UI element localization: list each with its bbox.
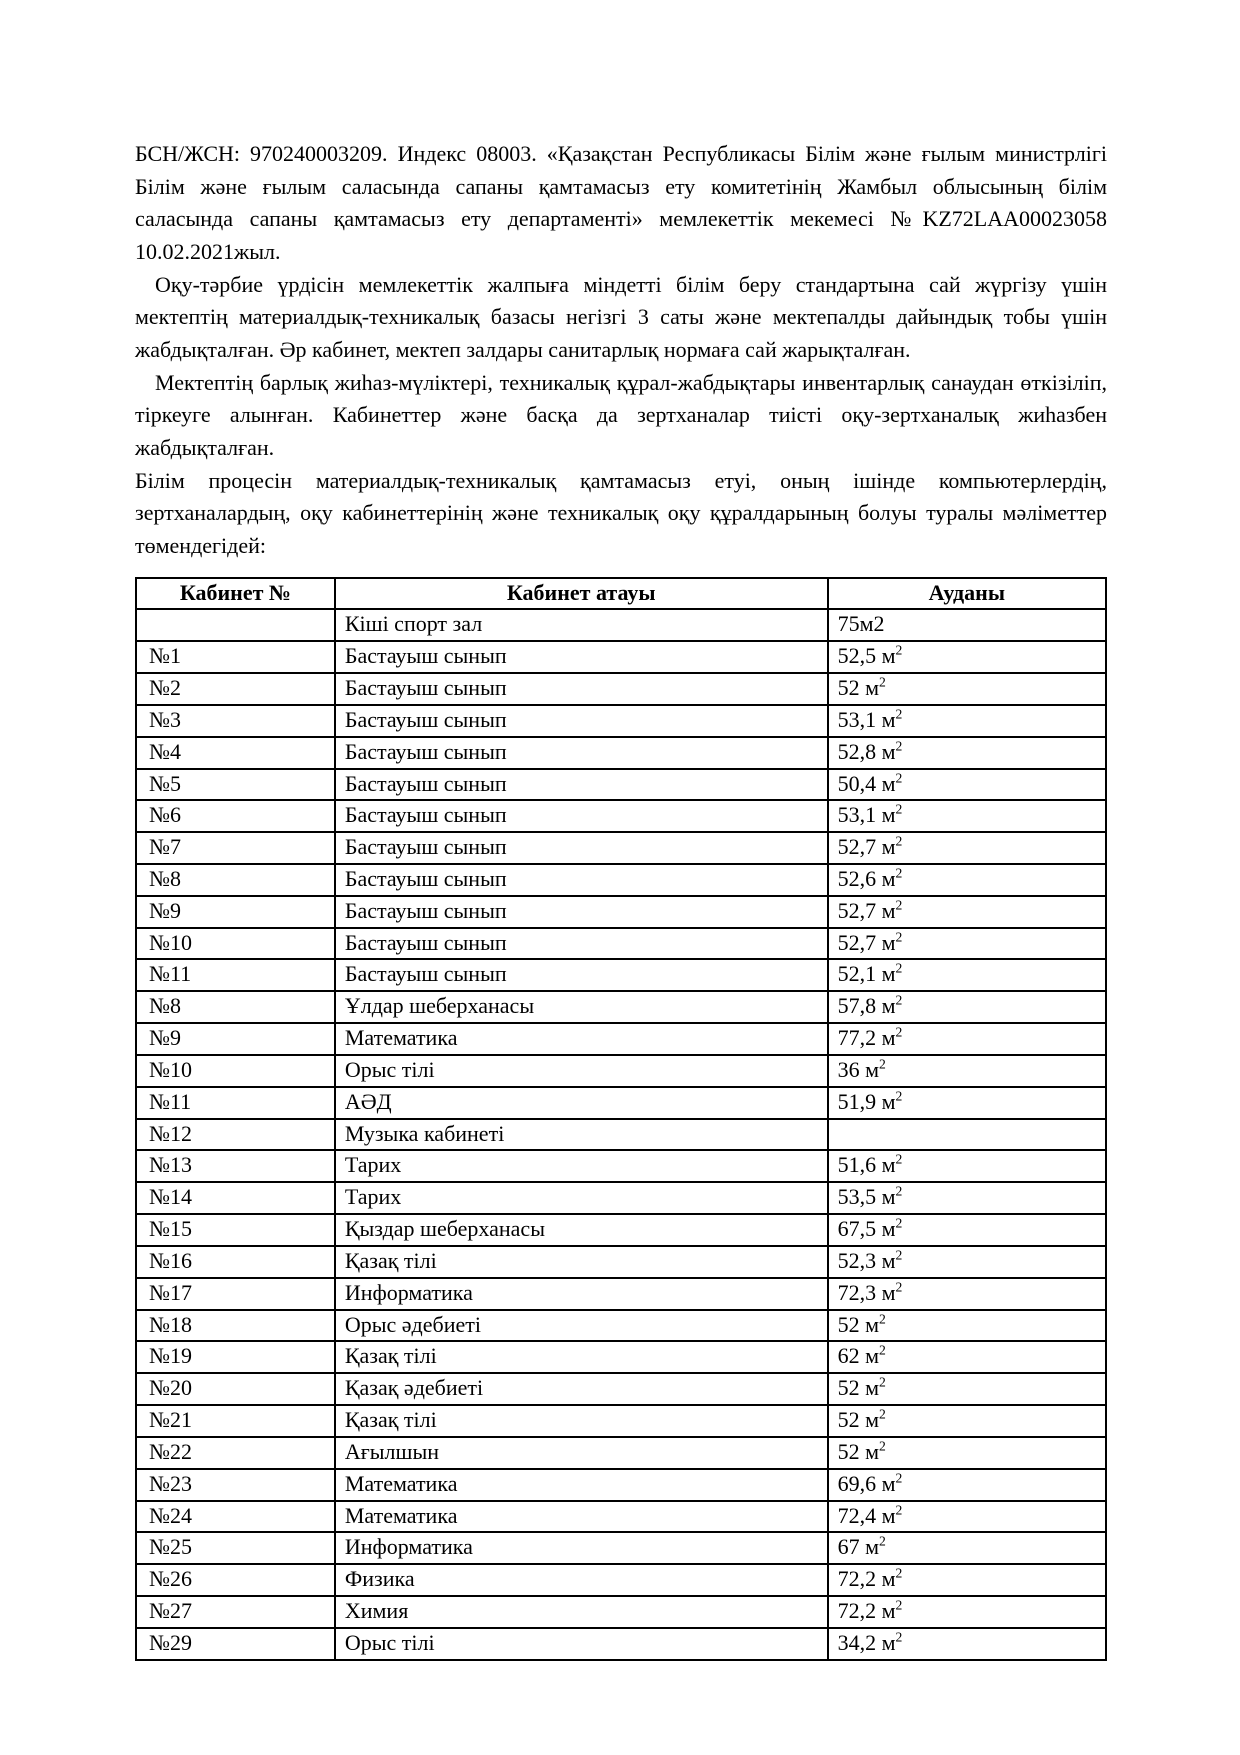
cell-cabinet-name: Қазақ тілі — [335, 1405, 828, 1437]
table-row — [136, 1628, 1106, 1660]
cell-area: 52,3 $м^2$ — [828, 1246, 1106, 1278]
cell-cabinet-number: №13 — [136, 1150, 335, 1182]
cell-cabinet-name: Тарих — [335, 1182, 828, 1214]
cell-area: 50,4 $м^2$ — [828, 769, 1106, 801]
cell-cabinet-number: №22 — [136, 1437, 335, 1469]
cell-cabinet-name: Физика — [335, 1564, 828, 1596]
cabinet-area-table — [135, 577, 1107, 1661]
table-row — [136, 1437, 1106, 1469]
cell-area: 52 $м^2$ — [828, 1373, 1106, 1405]
table-row — [136, 1214, 1106, 1246]
area-superscript: 2 — [895, 1502, 903, 1518]
table-row — [136, 991, 1106, 1023]
cell-cabinet-number: №12 — [136, 1119, 335, 1151]
paragraph-inventory: Мектептің барлық жиһаз-мүліктері, техникалық құрал-жабдықтары инвентарлық санаудан өткізіліп, тіркеуге алынған. Кабинеттер және басқа да зертханалар тиісті оқу-зертханалық жиһазбен жабдықталған. — [135, 369, 1107, 460]
table-row — [136, 864, 1106, 896]
area-superscript: 2 — [879, 1438, 886, 1454]
table-row — [136, 1278, 1106, 1310]
cell-area: 52,5 $м^2$ — [828, 641, 1106, 673]
cell-area: 53,1 $м^2$ — [828, 705, 1106, 737]
cell-cabinet-name: Химия — [335, 1596, 828, 1628]
cell-cabinet-number — [136, 609, 335, 641]
table-row — [136, 1373, 1106, 1405]
cell-cabinet-name: Орыс тілі — [335, 1628, 828, 1660]
cell-cabinet-name: Бастауыш сынып — [335, 928, 828, 960]
cell-cabinet-number: №19 — [136, 1341, 335, 1373]
table-row — [136, 832, 1106, 864]
cell-area: 52,7 $м^2$ — [828, 928, 1106, 960]
cell-cabinet-name: Математика — [335, 1469, 828, 1501]
table-row — [136, 705, 1106, 737]
table-header-row — [136, 578, 1106, 610]
cell-cabinet-number: №9 — [136, 896, 335, 928]
table-row — [136, 1119, 1106, 1151]
cell-area: 52,1 $м^2$ — [828, 959, 1106, 991]
area-superscript: 2 — [895, 1597, 903, 1613]
cell-area: 52 $м^2$ — [828, 673, 1106, 705]
cell-cabinet-name: Ағылшын — [335, 1437, 828, 1469]
cell-area: 34,2 $м^2$ — [828, 1628, 1106, 1660]
area-superscript: 2 — [895, 1279, 903, 1295]
cell-cabinet-name: Бастауыш сынып — [335, 737, 828, 769]
cell-cabinet-number: №9 — [136, 1023, 335, 1055]
cell-cabinet-name: Математика — [335, 1023, 828, 1055]
cell-area: 53,5 $м^2$ — [828, 1182, 1106, 1214]
cell-area: 77,2 $м^2$ — [828, 1023, 1106, 1055]
table-row — [136, 1469, 1106, 1501]
table-row — [136, 1246, 1106, 1278]
area-superscript: 2 — [895, 802, 903, 817]
cell-cabinet-number: №25 — [136, 1532, 335, 1564]
cell-cabinet-number: №11 — [136, 1087, 335, 1119]
cell-cabinet-name: Қыздар шеберханасы — [335, 1214, 828, 1246]
header-cabinet-number: Кабинет № — [136, 578, 335, 610]
cell-cabinet-name: Тарих — [335, 1150, 828, 1182]
cell-cabinet-name: Бастауыш сынып — [335, 832, 828, 864]
cell-cabinet-number: №16 — [136, 1246, 335, 1278]
area-superscript: 2 — [895, 706, 903, 722]
cell-cabinet-number: №10 — [136, 928, 335, 960]
document-content — [135, 138, 1107, 1661]
cell-cabinet-number: №29 — [136, 1628, 335, 1660]
area-superscript: 2 — [895, 642, 903, 658]
cell-cabinet-number: №21 — [136, 1405, 335, 1437]
cell-area: 52,7 $м^2$ — [828, 896, 1106, 928]
cell-area: 62 $м^2$ — [828, 1341, 1106, 1373]
cell-cabinet-name: Кіші спорт зал — [335, 609, 828, 641]
cell-cabinet-name: Қазақ тілі — [335, 1341, 828, 1373]
cell-area: 72,2 $м^2$ — [828, 1596, 1106, 1628]
table-row — [136, 1564, 1106, 1596]
table-row — [136, 896, 1106, 928]
cell-area: 52 $м^2$ — [828, 1405, 1106, 1437]
area-superscript: 2 — [879, 1374, 886, 1390]
cell-cabinet-name: Ұлдар шеберханасы — [335, 991, 828, 1023]
cell-cabinet-name: Бастауыш сынып — [335, 769, 828, 801]
cell-cabinet-number: №11 — [136, 959, 335, 991]
cell-area: 52 $м^2$ — [828, 1310, 1106, 1342]
cell-cabinet-number: №18 — [136, 1310, 335, 1342]
table-row — [136, 673, 1106, 705]
cell-cabinet-name: Бастауыш сынып — [335, 641, 828, 673]
cell-area: 67,5 $м^2$ — [828, 1214, 1106, 1246]
area-superscript: 2 — [895, 961, 903, 977]
area-superscript: 2 — [879, 674, 886, 690]
area-superscript: 2 — [895, 738, 903, 754]
cell-cabinet-number: №26 — [136, 1564, 335, 1596]
cell-area: 53,1 $м^2$ — [828, 800, 1106, 832]
cell-area: 52,7 $м^2$ — [828, 832, 1106, 864]
table-row — [136, 1310, 1106, 1342]
cell-area: 72,2 $м^2$ — [828, 1564, 1106, 1596]
table-row — [136, 800, 1106, 832]
cell-area: 51,9 $м^2$ — [828, 1087, 1106, 1119]
cell-area: 69,6 $м^2$ — [828, 1469, 1106, 1501]
cell-cabinet-name: Музыка кабинеті — [335, 1119, 828, 1151]
cell-area: 75м2 — [828, 609, 1106, 641]
cell-cabinet-number: №24 — [136, 1501, 335, 1533]
area-superscript: 2 — [895, 992, 903, 1008]
cell-cabinet-name: Бастауыш сынып — [335, 864, 828, 896]
area-superscript: 2 — [895, 897, 903, 913]
table-row — [136, 609, 1106, 641]
cell-cabinet-name: Орыс тілі — [335, 1055, 828, 1087]
cell-area: 72,4 $м^2$ — [828, 1501, 1106, 1533]
header-area: Ауданы — [828, 578, 1106, 610]
cell-cabinet-number: №1 — [136, 641, 335, 673]
area-superscript: 2 — [895, 1152, 903, 1168]
table-row — [136, 1182, 1106, 1214]
area-superscript: 2 — [895, 1470, 903, 1486]
area-superscript: 2 — [895, 1215, 903, 1231]
table-row — [136, 1405, 1106, 1437]
table-row — [136, 1532, 1106, 1564]
cell-cabinet-name: Қазақ әдебиеті — [335, 1373, 828, 1405]
cell-cabinet-number: №3 — [136, 705, 335, 737]
table-header — [136, 578, 1106, 610]
table-row — [136, 1023, 1106, 1055]
table-row — [136, 1341, 1106, 1373]
area-superscript: 2 — [895, 833, 903, 849]
table-row — [136, 1150, 1106, 1182]
table-row — [136, 769, 1106, 801]
cell-cabinet-number: №8 — [136, 864, 335, 896]
cell-area: 52 $м^2$ — [828, 1437, 1106, 1469]
area-superscript: 2 — [879, 1406, 886, 1422]
cell-cabinet-name: Информатика — [335, 1532, 828, 1564]
area-superscript: 2 — [895, 1247, 903, 1263]
cell-cabinet-name: Қазақ тілі — [335, 1246, 828, 1278]
area-superscript: 2 — [895, 1088, 903, 1104]
table-row — [136, 959, 1106, 991]
table-row — [136, 641, 1106, 673]
cell-cabinet-number: №2 — [136, 673, 335, 705]
cell-cabinet-number: №5 — [136, 769, 335, 801]
cell-cabinet-name: Бастауыш сынып — [335, 673, 828, 705]
cell-cabinet-number: №10 — [136, 1055, 335, 1087]
cell-area: 67 $м^2$ — [828, 1532, 1106, 1564]
paragraph-registration-info: БСН/ЖСН: 970240003209. Индекс 08003. «Қазақстан Республикасы Білім және ғылым министрлігі Білім және ғылым саласында сапаны қамтамасыз ету комитетінің Жамбыл облысының білім саласында сапаны қамтамасыз ету департаменті» мемлекеттік мекемесі №KZ72LAA00023058 10.02.2021жыл. — [135, 141, 1107, 264]
cell-cabinet-number: №7 — [136, 832, 335, 864]
cell-cabinet-name: Математика — [335, 1501, 828, 1533]
cabinet-table-body — [136, 609, 1106, 1659]
paragraph-table-intro: Білім процесін материалдық-техникалық қамтамасыз етуі, оның ішінде компьютерлердің, зертханалардың, оқу кабинеттерінің және техникалық оқу құралдарының болуы туралы мәліметтер төмендегідей: — [135, 467, 1107, 558]
table-row — [136, 737, 1106, 769]
cell-cabinet-number: №6 — [136, 800, 335, 832]
area-superscript: 2 — [895, 770, 903, 786]
paragraph-education-process: Оқу-тәрбие үрдісін мемлекеттік жалпыға міндетті білім беру стандартына сай жүргізу үшін мектептің материалдық-техникалық базасы негізгі 3 саты және мектепалды дайындық тобы үшін жабдықталған. Әр кабинет, мектеп залдары санитарлық нормаға сай жарықталған. — [135, 271, 1107, 362]
area-superscript: 2 — [895, 929, 903, 945]
cell-area: 36 $м^2$ — [828, 1055, 1106, 1087]
cell-cabinet-number: №17 — [136, 1278, 335, 1310]
area-superscript: 2 — [895, 1024, 903, 1040]
cell-area: 57,8 $м^2$ — [828, 991, 1106, 1023]
cell-cabinet-name: Бастауыш сынып — [335, 959, 828, 991]
area-superscript: 2 — [879, 1056, 886, 1072]
cell-cabinet-name: Бастауыш сынып — [335, 896, 828, 928]
table-row — [136, 1087, 1106, 1119]
cell-cabinet-name: Бастауыш сынып — [335, 705, 828, 737]
area-superscript: 2 — [895, 1183, 903, 1199]
cell-cabinet-number: №14 — [136, 1182, 335, 1214]
table-row — [136, 1501, 1106, 1533]
cell-cabinet-number: №23 — [136, 1469, 335, 1501]
cell-area: 52,6 $м^2$ — [828, 864, 1106, 896]
area-superscript: 2 — [879, 1534, 886, 1550]
area-superscript: 2 — [879, 1311, 886, 1327]
cell-cabinet-number: №27 — [136, 1596, 335, 1628]
table-row — [136, 1055, 1106, 1087]
area-superscript: 2 — [895, 865, 903, 881]
area-superscript: 2 — [895, 1565, 903, 1581]
cell-area — [828, 1119, 1106, 1151]
cell-cabinet-name: Орыс әдебиеті — [335, 1310, 828, 1342]
cell-cabinet-number: №15 — [136, 1214, 335, 1246]
cell-area: 51,6 $м^2$ — [828, 1150, 1106, 1182]
table-row — [136, 1596, 1106, 1628]
area-superscript: 2 — [895, 1629, 903, 1645]
cell-cabinet-number: №20 — [136, 1373, 335, 1405]
cell-cabinet-number: №8 — [136, 991, 335, 1023]
cell-cabinet-number: №4 — [136, 737, 335, 769]
area-superscript: 2 — [879, 1343, 886, 1359]
cell-cabinet-name: АӘД — [335, 1087, 828, 1119]
header-cabinet-name: Кабинет атауы — [335, 578, 828, 610]
cell-area: 52,8 $м^2$ — [828, 737, 1106, 769]
table-row — [136, 928, 1106, 960]
cell-area: 72,3 $м^2$ — [828, 1278, 1106, 1310]
cell-cabinet-name: Бастауыш сынып — [335, 800, 828, 832]
cell-cabinet-name: Информатика — [335, 1278, 828, 1310]
